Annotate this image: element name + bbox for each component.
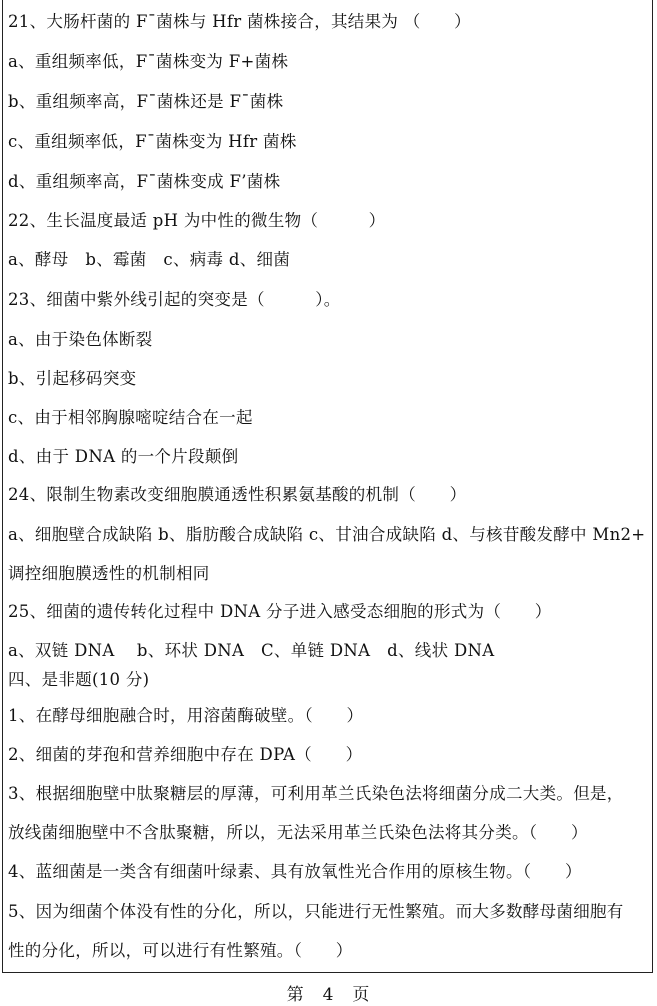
- true-false-4: 4、蓝细菌是一类含有细菌叶绿素、具有放氧性光合作用的原核生物。（ ）: [8, 862, 582, 881]
- option-21b: b、重组频率高，F¯菌株还是 F¯菌株: [8, 92, 284, 111]
- question-23: 23、细菌中紫外线引起的突变是（ ）。: [8, 290, 341, 309]
- true-false-5-continued: 性的分化，所以，可以进行有性繁殖。（ ）: [8, 941, 353, 960]
- true-false-5: 5、因为细菌个体没有性的分化，所以，只能进行无性繁殖。而大多数酵母菌细胞有: [8, 902, 624, 921]
- question-25: 25、细菌的遗传转化过程中 DNA 分子进入感受态细胞的形式为（ ）: [8, 602, 552, 621]
- option-21a: a、重组频率低，F¯菌株变为 F+菌株: [8, 52, 289, 71]
- section-4-heading: 四、是非题(10 分): [8, 670, 150, 689]
- option-23c: c、由于相邻胸腺嘧啶结合在一起: [8, 408, 253, 427]
- question-22: 22、生长温度最适 pH 为中性的微生物（ ）: [8, 211, 386, 230]
- option-21d: d、重组频率高，F¯菌株变成 F’菌株: [8, 172, 281, 191]
- options-24-continued: 调控细胞膜透性的机制相同: [8, 564, 210, 583]
- question-21: 21、大肠杆菌的 F¯菌株与 Hfr 菌株接合，其结果为 （ ）: [8, 12, 471, 31]
- option-23b: b、引起移码突变: [8, 369, 137, 388]
- true-false-1: 1、在酵母细胞融合时，用溶菌酶破壁。（ ）: [8, 706, 364, 725]
- option-21c: c、重组频率低，F¯菌株变为 Hfr 菌株: [8, 132, 297, 151]
- true-false-2: 2、细菌的芽孢和营养细胞中存在 DPA（ ）: [8, 745, 363, 764]
- page-number: 第 4 页: [286, 985, 371, 1005]
- true-false-3: 3、根据细胞壁中肽聚糖层的厚薄，可利用革兰氏染色法将细菌分成二大类。但是，: [8, 784, 624, 803]
- option-23d: d、由于 DNA 的一个片段颠倒: [8, 447, 239, 466]
- options-25: a、双链 DNA b、环状 DNA C、单链 DNA d、线状 DNA: [8, 641, 495, 660]
- question-24: 24、限制生物素改变细胞膜通透性积累氨基酸的机制（ ）: [8, 485, 467, 504]
- options-22: a、酵母 b、霉菌 c、病毒 d、细菌: [8, 250, 291, 269]
- option-23a: a、由于染色体断裂: [8, 330, 153, 349]
- options-24: a、细胞壁合成缺陷 b、脂肪酸合成缺陷 c、甘油合成缺陷 d、与核苷酸发酵中 Mn2+: [8, 525, 646, 544]
- true-false-3-continued: 放线菌细胞壁中不含肽聚糖，所以，无法采用革兰氏染色法将其分类。（ ）: [8, 823, 588, 842]
